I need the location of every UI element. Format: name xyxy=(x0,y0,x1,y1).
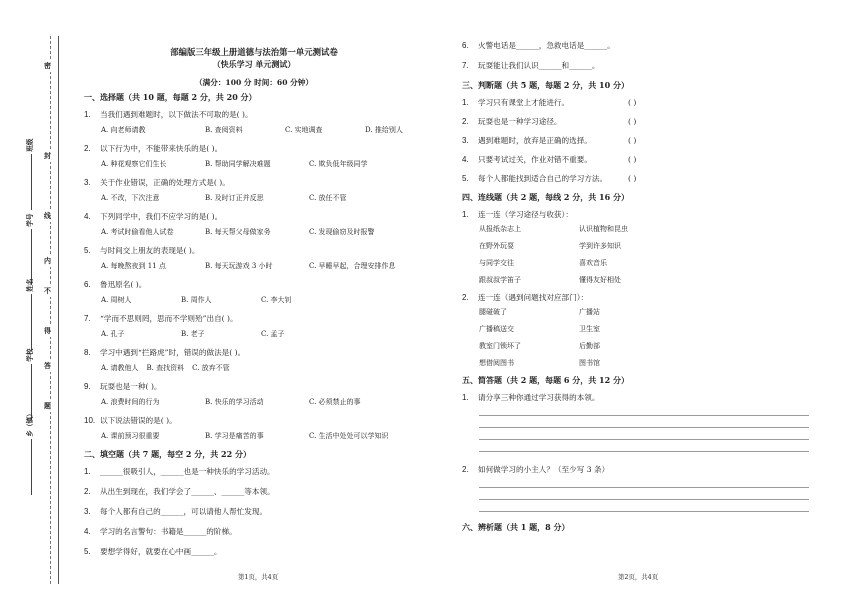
binding-char: 得 xyxy=(44,326,51,335)
option[interactable]: B. 周作人 xyxy=(181,296,212,304)
choice-question: 10. 以下说法错误的是( )。 xyxy=(84,416,177,425)
choice-question: 7. “学而不思则罔，思而不学则殆”出自( )。 xyxy=(84,314,238,323)
fill-question[interactable]: 1. ______很吸引人，______也是一种快乐的学习活动。 xyxy=(84,467,275,476)
option[interactable]: B. 查找资料 xyxy=(146,364,185,372)
fill-question[interactable]: 4. 学习的名言警句：书籍是______的阶梯。 xyxy=(84,527,237,536)
page-subtitle: （快乐学习 单元测试） xyxy=(212,59,296,69)
binding-char: 题 xyxy=(44,401,51,410)
option[interactable]: A. 请教他人 xyxy=(101,364,139,372)
match-right-item[interactable]: 广播站 xyxy=(579,308,600,316)
option[interactable]: D. 推给别人 xyxy=(365,126,403,134)
match-right-item[interactable]: 学到许多知识 xyxy=(579,242,621,250)
binding-dashed-line xyxy=(50,36,51,584)
option[interactable]: C. 生活中处处可以学知识 xyxy=(309,432,389,440)
answer-parens[interactable]: ( ) xyxy=(628,155,637,164)
match-right-item[interactable]: 喜欢音乐 xyxy=(579,259,607,267)
option[interactable]: B. 每天玩游戏 3 小时 xyxy=(205,262,273,270)
student-id-field[interactable]: 学号 xyxy=(24,214,34,285)
match-left-item[interactable]: 广播稿送交 xyxy=(479,325,514,333)
option[interactable]: C. 实地调查 xyxy=(285,126,323,134)
answer-parens[interactable]: ( ) xyxy=(628,117,637,126)
option[interactable]: C. 李大钊 xyxy=(261,296,292,304)
answer-lines[interactable] xyxy=(462,487,822,512)
judge-question: 1. 学习只有课堂上才能进行。 ( ) xyxy=(462,98,637,107)
judge-question: 2. 玩耍也是一种学习途径。 ( ) xyxy=(462,117,637,126)
match-right-item[interactable]: 懂得友好相处 xyxy=(579,276,621,284)
left-page xyxy=(84,40,424,566)
option[interactable]: C. 孟子 xyxy=(261,330,285,338)
judge-question: 5. 每个人都能找到适合自己的学习方法。 ( ) xyxy=(462,174,637,183)
match-left-item[interactable]: 从报纸杂志上 xyxy=(479,225,521,233)
section-fill-heading: 二、填空题（共 7 题，每空 2 分，共 22 分） xyxy=(84,449,251,459)
match-left-item[interactable]: 想借阅图书 xyxy=(479,359,514,367)
choice-options xyxy=(101,192,424,204)
option[interactable]: C. 放任不管 xyxy=(309,194,347,202)
match-right-item[interactable]: 认识植物和昆虫 xyxy=(579,225,628,233)
option[interactable]: A. 孔子 xyxy=(101,330,125,338)
binding-char: 封 xyxy=(44,151,51,160)
match-question: 2. 连一连（遇到问题找对应部门）： xyxy=(462,293,589,302)
choice-list xyxy=(84,109,424,442)
option[interactable]: A. 每晚熬夜到 11 点 xyxy=(101,262,166,270)
option[interactable]: B. 每天帮父母做家务 xyxy=(205,228,271,236)
page-footer-right: 第2页，共4页 xyxy=(618,573,659,581)
binding-char: 密 xyxy=(44,61,51,70)
match-left-item[interactable]: 与同学交往 xyxy=(479,259,514,267)
match-right-item[interactable]: 卫生室 xyxy=(579,325,600,333)
option[interactable]: A. 考试时偷看他人试卷 xyxy=(101,228,174,236)
fill-question[interactable]: 7. 玩耍能让我们认识______和______。 xyxy=(462,61,600,70)
answer-lines[interactable] xyxy=(462,415,822,452)
short-question: 1. 请分享三种你通过学习获得的本领。 xyxy=(462,393,600,402)
match-question: 1. 连一连（学习途径与收获）： xyxy=(462,210,573,219)
school-field[interactable]: 学校 xyxy=(24,349,34,420)
binding-char: 内 xyxy=(44,256,51,265)
binding-char: 不 xyxy=(44,286,51,295)
match-right-item[interactable]: 图书馆 xyxy=(579,359,600,367)
right-page xyxy=(462,40,822,539)
match-left-item[interactable]: 腿碰破了 xyxy=(479,308,507,316)
choice-question: 5. 与时间交上朋友的表现是( )。 xyxy=(84,246,200,255)
option[interactable]: A. 课前预习很重要 xyxy=(101,432,160,440)
option[interactable]: C. 欺负低年级同学 xyxy=(309,160,368,168)
match-left-item[interactable]: 教室门锁坏了 xyxy=(479,342,521,350)
choice-options xyxy=(101,158,424,170)
section-choice-heading: 一、选择题（共 10 题，每题 2 分，共 20 分） xyxy=(84,92,257,102)
section-short-heading: 五、简答题（共 2 题，每题 6 分，共 12 分） xyxy=(462,375,629,385)
choice-question: 8. 学习中遇到“拦路虎”时，错误的做法是( )。 xyxy=(84,348,246,357)
option[interactable]: B. 及时订正并反思 xyxy=(205,194,264,202)
choice-options xyxy=(101,362,424,374)
fill-question[interactable]: 3. 每个人都有自己的______，可以请他人帮忙发现。 xyxy=(84,507,268,516)
section-analysis-heading: 六、辨析题（共 1 题，8 分） xyxy=(462,522,570,532)
option[interactable]: C. 发现偷窃及时报警 xyxy=(309,228,375,236)
match-left-item[interactable]: 在野外玩耍 xyxy=(479,242,514,250)
name-field[interactable]: 姓名 xyxy=(24,279,34,350)
option[interactable]: C. 必须禁止的事 xyxy=(309,398,361,406)
binding-char: 线 xyxy=(44,211,51,220)
option[interactable]: A. 周树人 xyxy=(101,296,132,304)
option[interactable]: B. 学习是痛苦的事 xyxy=(205,432,264,440)
choice-question: 3. 关于作业错误，正确的处理方式是( )。 xyxy=(84,178,230,187)
match-left-item[interactable]: 跟叔叔学笛子 xyxy=(479,276,521,284)
option[interactable]: B. 老子 xyxy=(181,330,205,338)
choice-question: 1. 当我们遇到难题时，以下做法不可取的是( )。 xyxy=(84,110,253,119)
choice-question: 9. 玩耍也是一种( )。 xyxy=(84,382,162,391)
option[interactable]: A. 不改，下次注意 xyxy=(101,194,160,202)
choice-options xyxy=(101,396,424,408)
option[interactable]: A. 浪费时间的行为 xyxy=(101,398,160,406)
answer-parens[interactable]: ( ) xyxy=(628,136,637,145)
option[interactable]: B. 查阅资料 xyxy=(205,126,243,134)
short-question: 2. 如何做学习的小主人？（至少写 3 条） xyxy=(462,465,610,474)
exam-meta: （满分：100 分 时间：60 分钟） xyxy=(195,78,313,87)
answer-parens[interactable]: ( ) xyxy=(628,174,637,183)
binding-char: 答 xyxy=(44,361,51,370)
binding-solid-line xyxy=(58,36,59,584)
match-table xyxy=(479,224,822,286)
choice-options xyxy=(101,294,424,306)
choice-question: 4. 下列同学中，我们不应学习的是( )。 xyxy=(84,212,223,221)
option[interactable]: C. 放弃不管 xyxy=(192,364,230,372)
fill-question[interactable]: 2. 从出生到现在，我们学会了______、______等本领。 xyxy=(84,487,275,496)
choice-options xyxy=(101,124,424,136)
choice-options xyxy=(101,328,424,340)
match-right-item[interactable]: 后勤部 xyxy=(579,342,600,350)
answer-parens[interactable]: ( ) xyxy=(628,98,637,107)
judge-question: 4. 只要考试过关，作业对错不重要。 ( ) xyxy=(462,155,637,164)
judge-question: 3. 遇到难题时，放弃是正确的选择。 ( ) xyxy=(462,136,637,145)
section-judge-heading: 三、判断题（共 5 题，每题 2 分，共 10 分） xyxy=(462,80,629,90)
match-table xyxy=(479,307,822,369)
page-title: 部编版三年级上册道德与法治第一单元测试卷 xyxy=(170,47,338,57)
option[interactable]: B. 快乐的学习活动 xyxy=(205,398,264,406)
choice-options xyxy=(101,226,424,238)
fill-question[interactable]: 5. 要想学得好，就要在心中画______。 xyxy=(84,547,222,556)
option[interactable]: B. 帮助同学解决难题 xyxy=(205,160,271,168)
choice-options xyxy=(101,430,424,442)
option[interactable]: A. 向老师请教 xyxy=(101,126,146,134)
class-field[interactable]: 班级 xyxy=(24,139,34,210)
page-footer-left: 第1页，共4页 xyxy=(238,573,279,581)
township-field[interactable]: 乡（镇） xyxy=(24,410,34,495)
fill-question[interactable]: 6. 火警电话是______，急救电话是______。 xyxy=(462,41,615,50)
choice-question: 2. 以下行为中，不能带来快乐的是( )。 xyxy=(84,144,223,153)
option[interactable]: C. 早睡早起，合理安排作息 xyxy=(309,262,396,270)
section-match-heading: 四、连线题（共 2 题，每线 2 分，共 16 分） xyxy=(462,192,629,202)
option[interactable]: A. 种花观察它们生长 xyxy=(101,160,167,168)
choice-question: 6. 鲁迅原名( )。 xyxy=(84,280,147,289)
choice-options xyxy=(101,260,424,272)
